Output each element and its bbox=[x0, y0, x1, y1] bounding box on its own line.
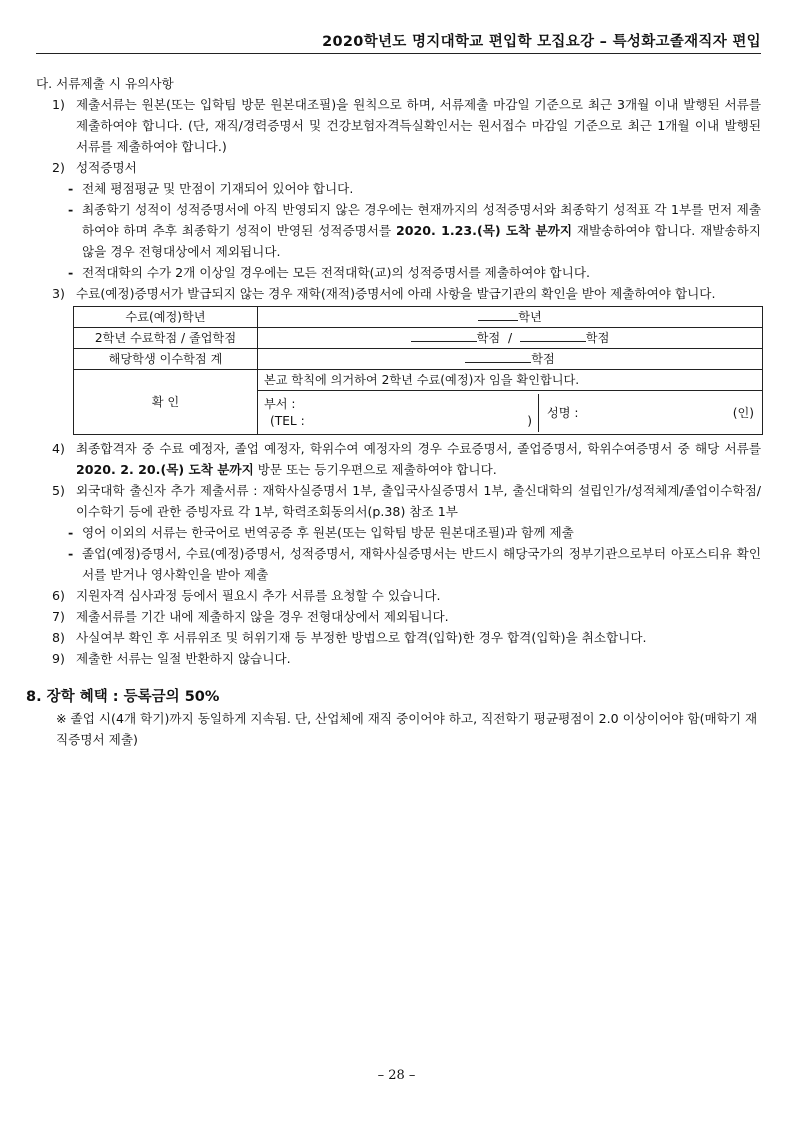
blank-line bbox=[520, 328, 586, 342]
document-body bbox=[26, 73, 761, 750]
table-label: 수료(예정)학년 bbox=[74, 307, 258, 328]
list-item-5: 5) 외국대학 출신자 추가 제출서류 : 재학사실증명서 1부, 출입국사실증명서 1부, 출신대학의 설립인가/성적체계/졸업이수학점/이수학기 등에 관한 증빙자료 각 1부, 학력조회동의서(p.38) 참조 1부 bbox=[52, 483, 761, 519]
table-cell: 학점 / 학점 bbox=[258, 328, 763, 349]
table-label: 확 인 bbox=[74, 370, 258, 435]
table-cell: 학년 bbox=[258, 307, 763, 328]
deadline-text: 2020. 1.23.(목) 도착 분까지 bbox=[396, 223, 572, 238]
table-cell bbox=[258, 391, 763, 435]
header-rule bbox=[36, 53, 761, 54]
confirmation-statement: 본교 학칙에 의거하여 2학년 수료(예정)자 임을 확인합니다. bbox=[258, 370, 763, 391]
list-item-1: 1) 제출서류는 원본(또는 입학팀 방문 원본대조필)을 원칙으로 하며, 서류제출 마감일 기준으로 최근 3개월 이내 발행된 서류를 제출하여야 합니다. (단, 재직/경력증명서 및 건강보험자격득실확인서는 원서접수 마감일 기준으로 최근 1개월 이내 발행된 서류를 제출하여야 합니다.) bbox=[52, 97, 761, 154]
sub-item: - 최종학기 성적이 성적증명서에 아직 반영되지 않은 경우에는 현재까지의 성적증명서와 최종학기 성적표 각 1부를 먼저 제출하여야 하며 추후 최종학기 성적이 반영된 성적증명서를 2020. 1.23.(목) 도착 분까지 재발송하여야 합니다. 재발송하지 않을 경우 전형대상에서 제외됩니다. bbox=[68, 202, 761, 259]
sub-item: - 전체 평점평균 및 만점이 기재되어 있어야 합니다. bbox=[68, 181, 354, 196]
table-row bbox=[74, 349, 763, 370]
page-header: 2020학년도 명지대학교 편입학 모집요강 – 특성화고졸재직자 편입 bbox=[322, 34, 761, 50]
table-label: 2학년 수료학점 / 졸업학점 bbox=[74, 328, 258, 349]
table-row bbox=[74, 328, 763, 349]
signature-field: 성명 : (인) bbox=[547, 405, 754, 420]
confirmation-table bbox=[73, 306, 763, 435]
list-item-6: 6) 지원자격 심사과정 등에서 필요시 추가 서류를 요청할 수 있습니다. bbox=[52, 588, 441, 603]
sub-item: - 전적대학의 수가 2개 이상일 경우에는 모든 전적대학(교)의 성적증명서를 제출하여야 합니다. bbox=[68, 265, 590, 280]
list-item-9: 9) 제출한 서류는 일절 반환하지 않습니다. bbox=[52, 651, 291, 666]
deadline-text: 2020. 2. 20.(목) 도착 분까지 bbox=[76, 462, 254, 477]
sub-item: - 영어 이외의 서류는 한국어로 번역공증 후 원본(또는 입학팀 방문 원본대조필)과 함께 제출 bbox=[68, 525, 574, 540]
page-number: – 28 – bbox=[377, 1068, 416, 1083]
list-item-2: 2) 성적증명서 bbox=[52, 160, 137, 175]
scholarship-note: ※ 졸업 시(4개 학기)까지 동일하게 지속됨. 단, 산업체에 재직 중이어야 하고, 직전학기 평균평점이 2.0 이상이어야 함(매학기 재직증명서 제출) bbox=[56, 711, 758, 747]
blank-line bbox=[411, 328, 477, 342]
blank-line bbox=[478, 307, 518, 321]
table-label: 해당학생 이수학점 계 bbox=[74, 349, 258, 370]
table-row bbox=[74, 307, 763, 328]
list-item-3: 3) 수료(예정)증명서가 발급되지 않는 경우 재학(재적)증명서에 아래 사항을 발급기관의 확인을 받아 제출하여야 합니다. bbox=[52, 286, 716, 301]
list-item-8: 8) 사실여부 확인 후 서류위조 및 허위기재 등 부정한 방법으로 합격(입학)한 경우 합격(입학)을 취소합니다. bbox=[52, 630, 647, 645]
table-cell: 학점 bbox=[258, 349, 763, 370]
blank-line bbox=[465, 349, 531, 363]
section-heading: 8. 장학 혜택 : 등록금의 50% bbox=[26, 689, 220, 705]
table-row bbox=[74, 370, 763, 391]
department-field: 부서 : (TEL : ) bbox=[258, 394, 539, 432]
list-item-7: 7) 제출서류를 기간 내에 제출하지 않을 경우 전형대상에서 제외됩니다. bbox=[52, 609, 449, 624]
sub-item: - 졸업(예정)증명서, 수료(예정)증명서, 성적증명서, 재학사실증명서는 반드시 해당국가의 정부기관으로부터 아포스티유 확인서를 받거나 영사확인을 받아 제출 bbox=[68, 546, 761, 582]
list-item-4: 4) 최종합격자 중 수료 예정자, 졸업 예정자, 학위수여 예정자의 경우 수료증명서, 졸업증명서, 학위수여증명서 중 해당 서류를 2020. 2. 20.(목) 도착 분까지 방문 또는 등기우편으로 제출하여야 합니다. bbox=[52, 441, 761, 477]
section-title: 다. 서류제출 시 유의사항 bbox=[36, 76, 174, 91]
